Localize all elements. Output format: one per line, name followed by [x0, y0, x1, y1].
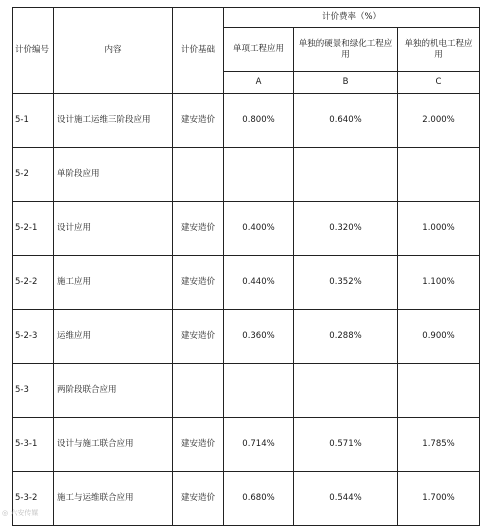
row-basis: 建安造价: [173, 256, 224, 310]
row-code: 5-2-3: [13, 310, 54, 364]
row-code: 5-3-1: [13, 418, 54, 472]
row-rate-b: 0.288%: [294, 310, 398, 364]
table-row: [13, 202, 480, 256]
row-content: 设计与施工联合应用: [54, 418, 173, 472]
row-rate-b: [294, 364, 398, 418]
row-content: 两阶段联合应用: [54, 364, 173, 418]
table-row: [13, 148, 480, 202]
header-rate: 计价费率（%）: [224, 8, 480, 28]
row-content: 单阶段应用: [54, 148, 173, 202]
row-code: 5-1: [13, 94, 54, 148]
row-rate-c: 1.100%: [398, 256, 480, 310]
row-rate-c: [398, 148, 480, 202]
row-rate-c: 2.000%: [398, 94, 480, 148]
row-content: 运维应用: [54, 310, 173, 364]
row-code: 5-2: [13, 148, 54, 202]
row-rate-b: [294, 148, 398, 202]
header-col-a: A: [224, 72, 294, 94]
row-code: 5-3: [13, 364, 54, 418]
row-rate-b: 0.352%: [294, 256, 398, 310]
table-row: [13, 94, 480, 148]
table-row: [13, 418, 480, 472]
row-rate-a: 0.360%: [224, 310, 294, 364]
row-rate-a: [224, 364, 294, 418]
row-basis: 建安造价: [173, 202, 224, 256]
row-rate-a: 0.440%: [224, 256, 294, 310]
row-rate-a: [224, 148, 294, 202]
row-basis: [173, 148, 224, 202]
row-rate-a: 0.714%: [224, 418, 294, 472]
header-col-c-desc: 单独的机电工程应用: [398, 28, 480, 72]
row-rate-c: [398, 364, 480, 418]
row-rate-c: 1.000%: [398, 202, 480, 256]
row-content: 设计施工运维三阶段应用: [54, 94, 173, 148]
row-basis: 建安造价: [173, 94, 224, 148]
row-content: 施工与运维联合应用: [54, 472, 173, 526]
row-content: 设计应用: [54, 202, 173, 256]
row-content: 施工应用: [54, 256, 173, 310]
table-row: [13, 310, 480, 364]
row-rate-b: 0.640%: [294, 94, 398, 148]
table-row: [13, 364, 480, 418]
row-basis: 建安造价: [173, 310, 224, 364]
header-content: 内容: [54, 8, 173, 94]
header-basis: 计价基础: [173, 8, 224, 94]
header-col-a-desc: 单项工程应用: [224, 28, 294, 72]
header-col-c: C: [398, 72, 480, 94]
table-row: [13, 256, 480, 310]
header-code: 计价编号: [13, 8, 54, 94]
row-rate-c: 0.900%: [398, 310, 480, 364]
table-row: [13, 472, 480, 526]
row-basis: 建安造价: [173, 472, 224, 526]
row-rate-a: 0.800%: [224, 94, 294, 148]
row-code: 5-2-1: [13, 202, 54, 256]
watermark: ◎ 六安传媒: [2, 509, 39, 517]
row-basis: [173, 364, 224, 418]
header-col-b-desc: 单独的硬景和绿化工程应用: [294, 28, 398, 72]
row-rate-b: 0.320%: [294, 202, 398, 256]
header-col-b: B: [294, 72, 398, 94]
row-rate-a: 0.680%: [224, 472, 294, 526]
row-rate-b: 0.544%: [294, 472, 398, 526]
row-rate-c: 1.785%: [398, 418, 480, 472]
row-basis: 建安造价: [173, 418, 224, 472]
row-code: 5-3-2: [13, 472, 54, 526]
rate-table: [12, 7, 480, 526]
row-rate-a: 0.400%: [224, 202, 294, 256]
row-rate-b: 0.571%: [294, 418, 398, 472]
row-rate-c: 1.700%: [398, 472, 480, 526]
row-code: 5-2-2: [13, 256, 54, 310]
